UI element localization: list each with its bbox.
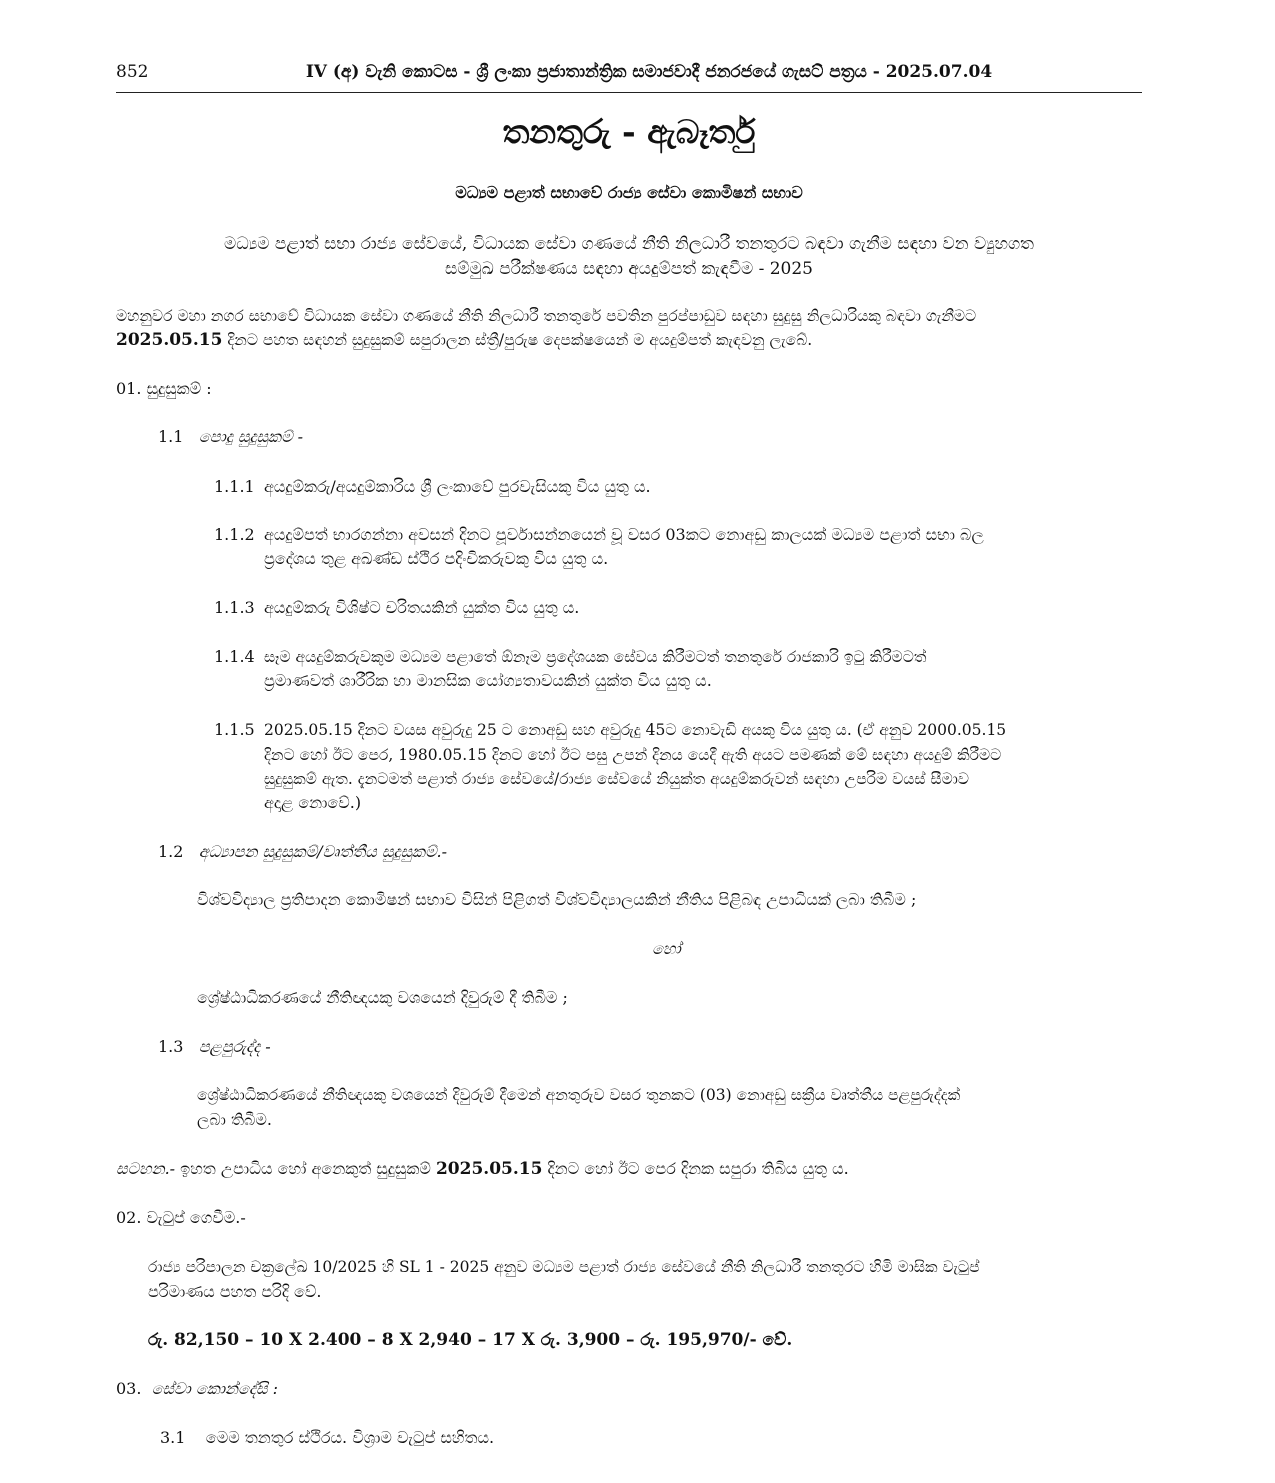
note-date: 2025.05.15 bbox=[435, 1159, 543, 1179]
item-1-1-2-number: 1.1.2 bbox=[214, 525, 255, 544]
item-1-1-5-line-3: සුදුසුකම් ඇත. දැනටමත් පළාත් රාජ්‍ය සේවයේ/රාජ්‍ය සේවයේ නියුක්ත අයදුම්කරුවන් සඳහා උපරිම වයස් සීමාව bbox=[264, 770, 970, 788]
item-1-1-4-number: 1.1.4 bbox=[214, 647, 255, 666]
section-1-3-title: පළපුරුද්ද - bbox=[198, 1037, 271, 1056]
item-1-1-2-line-2: ප්‍රදේශය තුළ අඛණ්ඩ ස්ථිර පදිංචිකරුවකු විය යුතු ය. bbox=[264, 549, 609, 568]
note bbox=[116, 1157, 849, 1181]
section-3-1-number: 3.1 bbox=[160, 1428, 186, 1447]
item-1-1-5-line-2: දිනට හෝ ඊට පෙර, 1980.05.15 දිනට හෝ ඊට පසු උපන් දිනය යෙදී ඇති අයට පමණක් මේ සඳහා අයදුම් කිරීමට bbox=[264, 746, 1002, 764]
item-1-1-4-line-1: සෑම අයදුම්කරුවකුම මධ්‍යම පළාතේ ඕනෑම ප්‍රදේශයක සේවය කිරීමටත් තනතුරේ රාජකාරි ඉටු කිරීමටත් bbox=[264, 648, 927, 666]
note-before: ඉහත උපාධිය හෝ අනෙකුත් සුදුසුකම් bbox=[175, 1159, 436, 1178]
section-1-3-line-2: ලබා තිබීම. bbox=[197, 1110, 273, 1129]
section-1-2-line-2: ශ්‍රේෂ්ඨාධිකරණයේ නීතිඥයකු වශයෙන් දිවුරුම් දී තිබීම ; bbox=[197, 988, 568, 1007]
section-03-number: 03. bbox=[116, 1379, 142, 1398]
section-1-2-or: හෝ bbox=[652, 939, 681, 958]
section-02-title: වැටුප් ගෙවීම.- bbox=[146, 1208, 246, 1227]
item-1-1-4-line-2: ප්‍රමාණවත් ශාරීරික හා මානසික යෝග්‍යතාවයකින් යුක්ත විය යුතු ය. bbox=[264, 671, 712, 690]
intro-rest: දිනට පහත සඳහන් සුදුසුකම් සපුරාලන ස්ත්‍රී/පුරුෂ දෙපක්ෂයෙන් ම අයදුම්පත් කැඳවනු ලැබේ. bbox=[222, 331, 813, 349]
item-1-1-5-line-1: 2025.05.15 දිනට වයස අවුරුදු 25 ට නොඅඩු සහ අවුරුදු 45ට නොවැඩි අයකු විය යුතු ය. (ඒ අනුව 2000.05.15 bbox=[264, 721, 1007, 739]
item-1-1-2-line-1: අයදුම්පත් භාරගන්නා අවසන් දිනට පූර්වාසන්නයෙන් වූ වසර 03කට නොඅඩු කාලයක් මධ්‍යම පළාත් සභා බල bbox=[264, 525, 984, 544]
intro-line-1: මහනුවර මහා නගර සභාවේ විධායක සේවා ගණයේ නීති නිලධාරී තනතුරේ පවතින පුරප්පාඩුව සඳහා සුදුසු නිලධාරියකු බඳවා ගැනීමට bbox=[116, 307, 977, 325]
section-01-title: සුදුසුකම් : bbox=[146, 379, 212, 398]
item-1-1-5-line-4: අදාළ නොවේ.) bbox=[264, 793, 362, 812]
section-1-1-heading bbox=[158, 425, 303, 449]
salary-scale: රු. 82,150 – 10 X 2.400 – 8 X 2,940 – 17 X රු. 3,900 – රු. 195,970/- වේ. bbox=[148, 1330, 793, 1350]
item-1-1-1-number: 1.1.1 bbox=[214, 477, 255, 496]
section-02-heading bbox=[116, 1206, 246, 1230]
page-title: තනතුරු - ඇබෑර්තු bbox=[502, 112, 756, 151]
item-1-1-3-number: 1.1.3 bbox=[214, 598, 255, 617]
section-1-2-line-1: විශ්වවිද්‍යාල ප්‍රතිපාදන කොමිෂන් සභාව විසින් පිළිගත් විශ්වවිද්‍යාලයකින් නීතිය පිළිබඳ උපාධියක් ලබා තිබීම ; bbox=[197, 890, 917, 909]
heading-line-1: මධ්‍යම පළාත් සභා රාජ්‍ය සේවයේ, විධායක සේවා ගණයේ නීති නිලධාරී තනතුරට බඳවා ගැනීම සඳහා වන ව්‍යුහගත bbox=[224, 234, 1034, 254]
section-02-line-1: රාජ්‍ය පරිපාලන චක්‍රලේඛ 10/2025 හි SL 1 - 2025 අනුව මධ්‍යම පළාත් රාජ්‍ය සේවයේ නීති නිලධාරී තනතුරට හිමි මාසික වැටුප් bbox=[148, 1258, 980, 1276]
section-02-line-2: පරිමාණය පහත පරිදි වේ. bbox=[148, 1282, 322, 1301]
item-1-1-5-number: 1.1.5 bbox=[214, 720, 255, 739]
running-title: IV (අ) වැනි කොටස - ශ්‍රී ලංකා ප්‍රජාතාන්ත්‍රික සමාජවාදී ජනරජයේ ගැසට් පත්‍රය - 2025.07.04 bbox=[305, 62, 993, 82]
section-3-1-text: මෙම තනතුර ස්ථිරය. විශ්‍රාම වැටුප් සහිතය. bbox=[205, 1428, 495, 1447]
section-1-1-title: පොදු සුදුසුකම් - bbox=[198, 427, 304, 446]
section-1-3-heading bbox=[158, 1035, 271, 1059]
section-1-3-number: 1.3 bbox=[158, 1037, 184, 1056]
subtitle: මධ්‍යම පළාත් සභාවේ රාජ්‍ය සේවා කොමිෂන් සභාව bbox=[455, 183, 803, 202]
section-3-1 bbox=[160, 1426, 494, 1450]
section-1-2-number: 1.2 bbox=[158, 842, 184, 861]
page-header bbox=[116, 58, 1142, 93]
section-1-2-heading bbox=[158, 840, 447, 864]
intro-line-2 bbox=[116, 328, 812, 352]
section-01-heading bbox=[116, 377, 212, 401]
item-1-1-1-line-1: අයදුම්කරු/අයදුම්කාරිය ශ්‍රී ලංකාවේ පුරවැසියකු විය යුතු ය. bbox=[264, 477, 651, 496]
note-after: දිනට හෝ ඊට පෙර දිනක සපුරා තිබිය යුතු ය. bbox=[542, 1159, 849, 1178]
item-1-1-3-line-1: අයදුම්කරු විශිෂ්ට චරිතයකින් යුක්ත විය යුතු ය. bbox=[264, 598, 580, 617]
note-label: සටහන.- bbox=[116, 1159, 176, 1178]
section-03-heading bbox=[116, 1377, 278, 1401]
section-03-title: සේවා කොන්දේසි : bbox=[151, 1379, 279, 1398]
section-02-number: 02. bbox=[116, 1208, 142, 1227]
section-01-number: 01. bbox=[116, 379, 142, 398]
section-1-3-line-1: ශ්‍රේෂ්ඨාධිකරණයේ නීතිඥයකු වශයෙන් දිවුරුම් දීමෙන් අනතුරුව වසර තුනකට (03) නොඅඩු සක්‍රීය වෘත්තීය පළපුරුද්දක් bbox=[197, 1086, 961, 1104]
page-number: 852 bbox=[116, 62, 149, 82]
heading-line-2: සම්මුඛ පරීක්ෂණය සඳහා අයදුම්පත් කැඳවීම - 2025 bbox=[445, 259, 813, 279]
intro-date: 2025.05.15 bbox=[116, 330, 223, 350]
section-1-1-number: 1.1 bbox=[158, 427, 184, 446]
section-1-2-title: අධ්‍යාපන සුදුසුකම්/වෘත්තීය සුදුසුකම්.- bbox=[198, 842, 447, 861]
